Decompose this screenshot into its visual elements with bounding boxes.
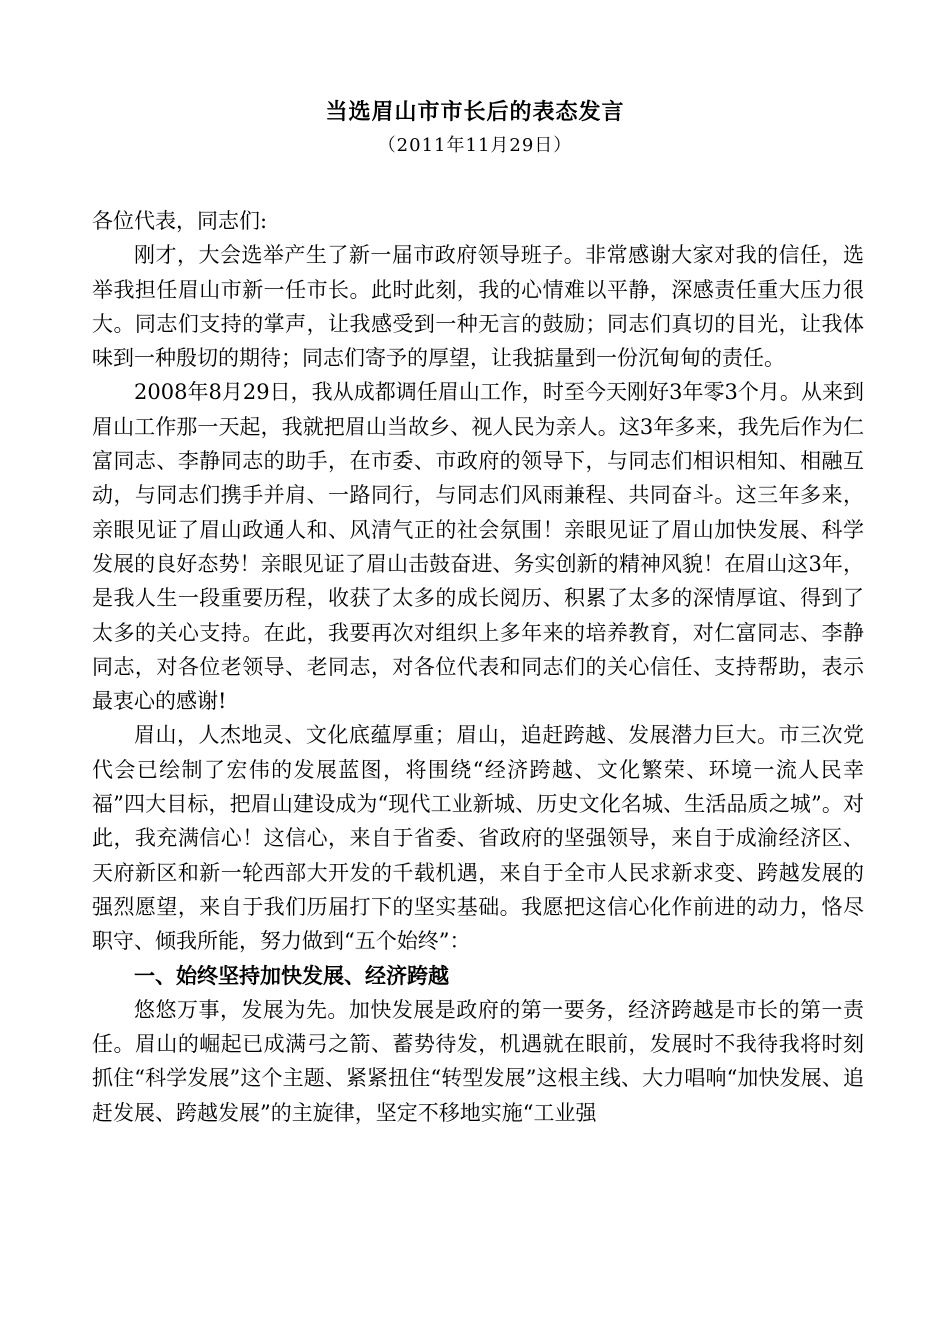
paragraph: 2008年8月29日，我从成都调任眉山工作，时至今天刚好3年零3个月。从来到眉山工作那一天起，我就把眉山当故乡、视人民为亲人。这3年多来，我先后作为仁富同志、李静同志的助手，在市委、市政府的领导下，与同志们相识相知、相融互动，与同志们携手并肩、一路同行，与同志们风雨兼程、共同奋斗。这三年多来，亲眼见证了眉山政通人和、风清气正的社会氛围！亲眼见证了眉山加快发展、科学发展的良好态势！亲眼见证了眉山击鼓奋进、务实创新的精神风貌！在眉山这3年，是我人生一段重要历程，收获了太多的成长阅历、积累了太多的深情厚谊、得到了太多的关心支持。在此，我要再次对组织上多年来的培养教育，对仁富同志、李静同志，对各位老领导、老同志，对各位代表和同志们的关心信任、支持帮助，表示最衷心的感谢! (92, 380, 864, 714)
document-title: 当选眉山市市长后的表态发言 (325, 99, 625, 125)
paragraph: 刚才，大会选举产生了新一届市政府领导班子。非常感谢大家对我的信任，选举我担任眉山市新一任市长。此时此刻，我的心情难以平静，深感责任重大压力很大。同志们支持的掌声，让我感受到一种无言的鼓励；同志们真切的目光，让我体味到一种殷切的期待；同志们寄予的厚望，让我掂量到一份沉甸甸的责任。 (92, 243, 864, 371)
salutation: 各位代表，同志们: (92, 209, 268, 233)
paragraph: 眉山，人杰地灵、文化底蕴厚重；眉山，追赶跨越、发展潜力巨大。市三次党代会已绘制了宏伟的发展蓝图，将围绕“经济跨越、文化繁荣、环境一流人民幸福”四大目标，把眉山建设成为“现代工业新城、历史文化名城、生活品质之城”。对此，我充满信心！这信心，来自于省委、省政府的坚强领导，来自于成渝经济区、天府新区和新一轮西部大开发的千载机遇，来自于全市人民求新求变、跨越发展的强烈愿望，来自于我们历届打下的坚实基础。我愿把这信心化作前进的动力，恪尽职守、倾我所能，努力做到“五个始终”： (92, 723, 864, 954)
document-body (92, 204, 864, 1130)
document-date: （2011年11月29日） (377, 135, 573, 156)
section-paragraph: 悠悠万事，发展为先。加快发展是政府的第一要务，经济跨越是市长的第一责任。眉山的崛起已成满弓之箭、蓄势待发，机遇就在眼前，发展时不我待我将时刻抓住“科学发展”这个主题、紧紧扭住“转型发展”这根主线、大力唱响“加快发展、追赶发展、跨越发展”的主旋律，坚定不移地实施“工业强 (92, 997, 864, 1125)
section-heading: 一、始终坚持加快发展、经济跨越 (134, 963, 449, 988)
